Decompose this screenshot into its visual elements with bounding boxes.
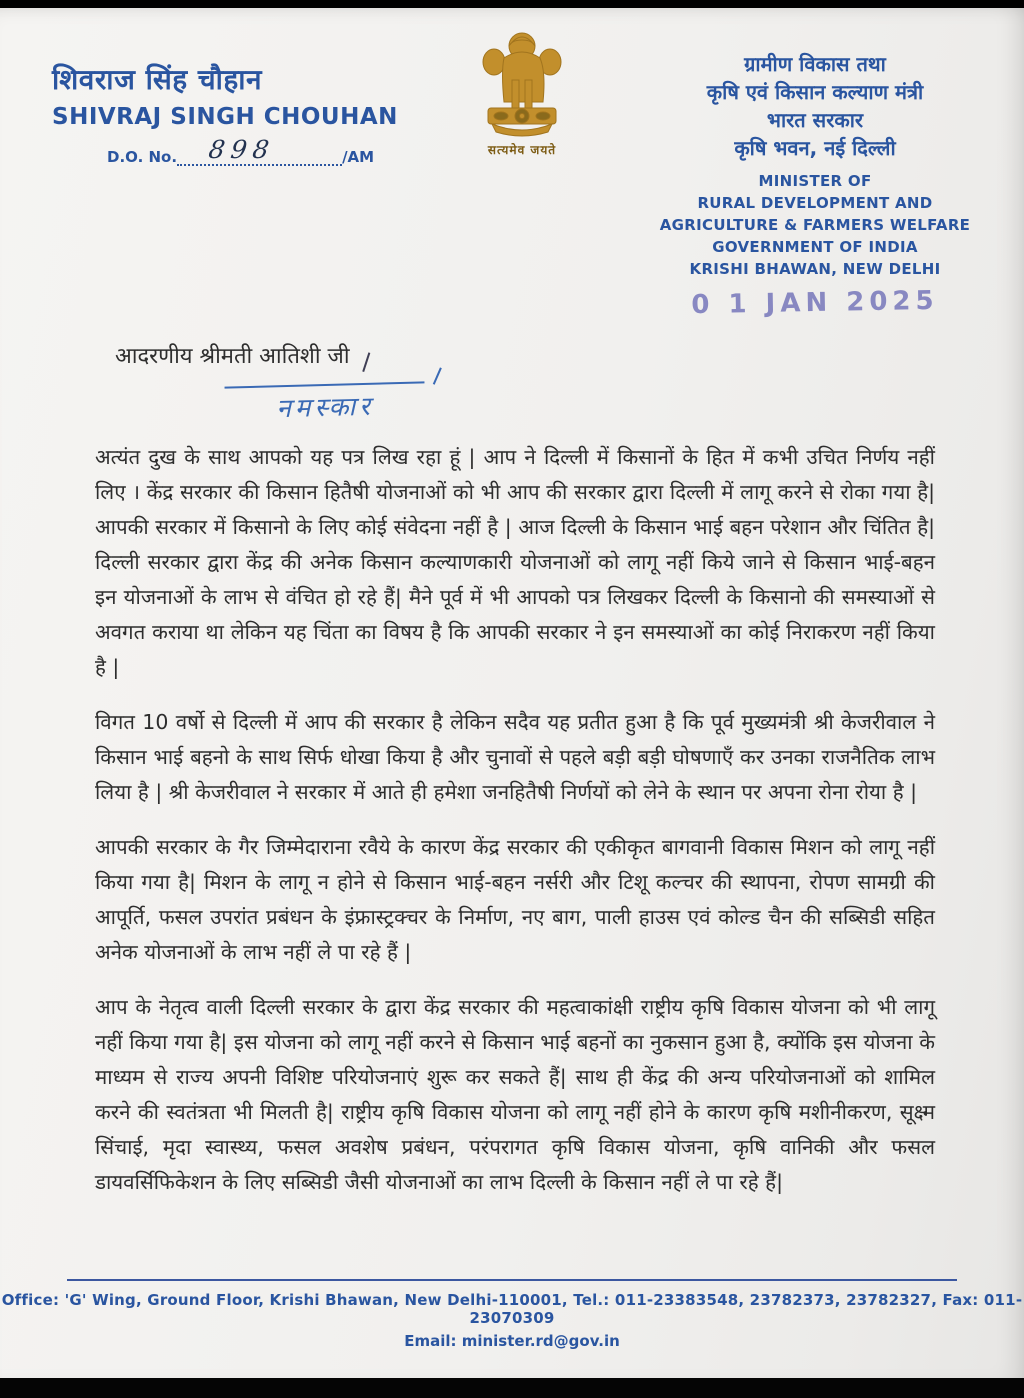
salutation (115, 340, 935, 370)
emblem-block (447, 28, 597, 158)
ministry-english-line: RURAL DEVELOPMENT AND (697, 194, 933, 212)
ministry-hindi-lines (640, 50, 990, 162)
scan-bottom-edge (0, 1378, 1024, 1398)
do-number-suffix: /AM (342, 148, 375, 166)
emblem-motto: सत्यमेव जयते (487, 143, 557, 157)
lion-capital-emblem-icon (476, 28, 568, 138)
ministry-english-line: KRISHI BHAWAN, NEW DELHI (689, 260, 941, 278)
footer-office-address: Office: 'G' Wing, Ground Floor, Krishi Bhawan, New Delhi-110001, Tel.: 011-23383548, 23782373, 23782327, Fax: 011-23070309 (1, 1291, 1023, 1327)
ministry-hindi-line: ग्रामीण विकास तथा (744, 52, 886, 76)
do-number-label: D.O. No. (107, 148, 178, 166)
handwritten-greeting-text: नमस्कार (276, 391, 375, 425)
ministry-hindi-line: कृषि भवन, नई दिल्ली (734, 136, 896, 160)
do-number-leader (177, 135, 342, 166)
letterhead-footer (0, 1279, 1024, 1350)
ministry-block (640, 50, 990, 321)
letter-paper (0, 8, 1024, 1378)
sender-name-english: SHIVRAJ SINGH CHOUHAN (52, 104, 398, 130)
ministry-english-line: GOVERNMENT OF INDIA (712, 238, 918, 256)
do-number-handwritten: 898 (207, 135, 277, 164)
date-stamp: 0 1 JAN 2025 (691, 285, 939, 321)
letter-paragraph-4: आप के नेतृत्व वाली दिल्ली सरकार के द्वारा केंद्र सरकार की महत्वाकांक्षी राष्ट्रीय कृषि विकास योजना को भी लागू नहीं किया गया है| इस योजना को लागू नहीं करने से किसान भाई बहनों का नुकसान हुआ है, क्योंकि इस योजना के माध्यम से राज्य अपनी विशिष्ट परियोजनाएं शुरू कर सकते हैं| साथ ही केंद्र की अन्य परियोजनाओं को शामिल करने की स्वतंत्रता भी मिलती है| राष्ट्रीय कृषि विकास योजना को लागू नहीं होने के कारण कृषि मशीनीकरण, सूक्ष्म सिंचाई, मृदा स्वास्थ्य, फसल अवशेष प्रबंधन, परंपरागत कृषि विकास योजना, कृषि वानिकी और फसल डायवर्सिफिकेशन के लिए सब्सिडी जैसी योजनाओं का लाभ दिल्ली के किसान नहीं ले पा रहे हैं| (95, 995, 935, 1194)
letter-body (95, 340, 935, 1200)
sender-name-hindi: शिवराज सिंह चौहान (52, 63, 263, 96)
ministry-hindi-line: भारत सरकार (766, 108, 864, 132)
ministry-english-line: AGRICULTURE & FARMERS WELFARE (659, 216, 971, 234)
salutation-text: आदरणीय श्रीमती आतिशी जी (115, 344, 350, 369)
do-number-line (107, 135, 412, 166)
footer-divider (67, 1279, 957, 1281)
ministry-english-line: MINISTER OF (758, 172, 872, 190)
ministry-english-lines (640, 170, 990, 280)
letter-paragraph-2: विगत 10 वर्षो से दिल्ली में आप की सरकार है लेकिन सदैव यह प्रतीत हुआ है कि पूर्व मुख्यमंत्री श्री केजरीवाल ने किसान भाई बहनो के साथ सिर्फ धोखा किया है और चुनावों से पहले बड़ी बड़ी घोषणाएँ कर उनका राजनैतिक लाभ लिया है | श्री केजरीवाल ने सरकार में आते ही हमेशा जनहितैषी निर्णयों को लेने के स्थान पर अपना रोना रोया है | (95, 710, 935, 804)
letter-paragraph-3: आपकी सरकार के गैर जिम्मेदाराना रवैये के कारण केंद्र सरकार की एकीकृत बागवानी विकास मिशन को लागू नहीं किया गया है| मिशन के लागू न होने से किसान भाई-बहन नर्सरी और टिशू कल्चर की स्थापना, रोपण सामग्री की आपूर्ति, फसल उपरांत प्रबंधन के इंफ्रास्ट्रक्चर के निर्माण, नए बाग, पाली हाउस एवं कोल्ड चैन की सब्सिडी सहित अनेक योजनाओं के लाभ नहीं ले पा रहे हैं | (95, 835, 935, 964)
footer-email: Email: minister.rd@gov.in (404, 1332, 620, 1350)
handwritten-comma-stroke (352, 349, 370, 372)
ministry-hindi-line: कृषि एवं किसान कल्याण मंत्री (706, 80, 924, 104)
letter-paragraph-1: अत्यंत दुख के साथ आपको यह पत्र लिख रहा हूं | आप ने दिल्ली में किसानों के हित में कभी उचित निर्णय नहीं लिए । केंद्र सरकार की किसान हितैषी योजनाओं को भी आप की सरकार द्वारा दिल्ली में लागू करने से रोका गया है| आपकी सरकार में किसानो के लिए कोई संवेदना नहीं है | आज दिल्ली के किसान भाई बहन परेशान और चिंतित है| दिल्ली सरकार द्वारा केंद्र की अनेक किसान कल्याणकारी योजनाओं को लागू नहीं किये जाने से किसान भाई-बहन इन योजनाओं के लाभ से वंचित हो रहे हैं| मैने पूर्व में भी आपको पत्र लिखकर दिल्ली के किसानो की समस्याओं से अवगत कराया था लेकिन यह चिंता का विषय है कि आपकी सरकार ने इन समस्याओं का कोई निराकरण नहीं किया है | (95, 445, 935, 679)
handwritten-greeting (225, 381, 426, 426)
sender-block (52, 60, 412, 166)
